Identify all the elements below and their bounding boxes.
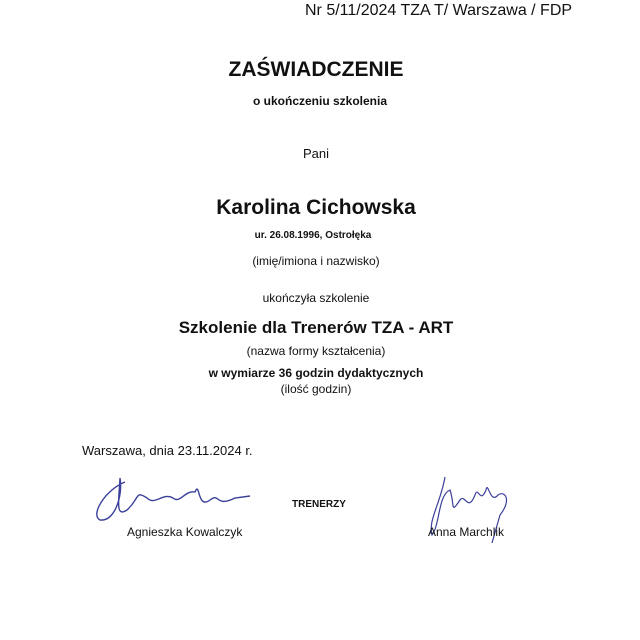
recipient-name: Karolina Cichowska [216,196,416,219]
signature-kowalczyk [85,470,255,530]
document-number: Nr 5/11/2024 TZA T/ Warszawa / FDP [305,2,573,19]
document-title: ZAŚWIADCZENIE [228,58,404,81]
trainer-name: Anna Marchlik [428,525,505,539]
trainer-name: Agnieszka Kowalczyk [127,525,243,539]
trainers-label: TRENERZY [292,499,346,510]
salutation: Pani [302,146,330,161]
course-hours: w wymiarze 36 godzin dydaktycznych [208,366,424,380]
course-hint: (nazwa formy kształcenia) [246,344,386,358]
recipient-birth: ur. 26.08.1996, Ostrołęka [254,230,372,241]
course-name: Szkolenie dla Trenerów TZA - ART [178,318,454,337]
document-subtitle: o ukończeniu szkolenia [252,94,388,108]
hours-hint: (ilość godzin) [280,382,352,396]
completed-text: ukończyła szkolenie [262,291,370,305]
name-hint: (imię/imiona i nazwisko) [252,254,380,268]
place-date: Warszawa, dnia 23.11.2024 r. [82,443,253,458]
